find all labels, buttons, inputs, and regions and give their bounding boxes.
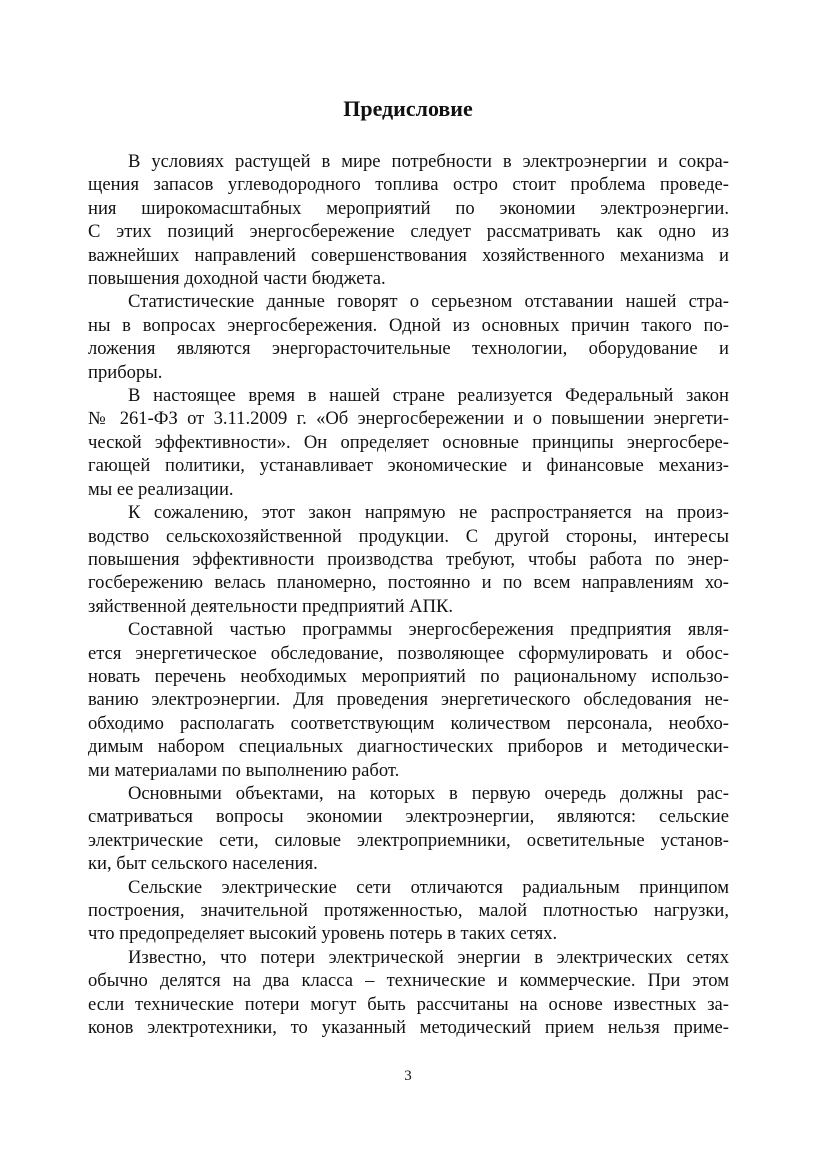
text-line: важнейших направлений совершенствования хозяйственного механизма и	[88, 244, 729, 266]
text-line: обычно делятся на два класса – технические и коммерческие. При этом	[88, 970, 729, 992]
text-line: С этих позиций энергосбережение следует рассматривать как одно из	[88, 221, 729, 243]
text-line: гающей политики, устанавливает экономические и финансовые механиз-	[88, 455, 729, 477]
text-line: электрические сети, силовые электроприемники, осветительные установ-	[88, 829, 729, 851]
text-line: Основными объектами, на которых в первую очередь должны рас-	[128, 782, 729, 804]
text-line: повышения доходной части бюджета.	[88, 268, 386, 290]
text-line: госбережению велась планомерно, постоянно и по всем направлениям хо-	[88, 572, 729, 594]
page-title: Предисловие	[343, 96, 473, 121]
text-line: димым набором специальных диагностических приборов и методически-	[88, 736, 729, 758]
text-line: ется энергетическое обследование, позволяющее сформулировать и обос-	[88, 642, 729, 664]
paragraph	[88, 876, 729, 946]
paragraph	[88, 782, 729, 876]
text-line: щения запасов углеводородного топлива остро стоит проблема проведе-	[88, 174, 729, 196]
text-line: Известно, что потери электрической энергии в электрических сетях	[128, 946, 729, 968]
text-line: водство сельскохозяйственной продукции. С другой стороны, интересы	[88, 525, 729, 547]
text-line: мы ее реализации.	[88, 478, 234, 500]
text-line: В условиях растущей в мире потребности в электроэнергии и сокра-	[128, 151, 729, 172]
text-line: если технические потери могут быть рассчитаны на основе известных за-	[88, 993, 729, 1015]
paragraph	[88, 946, 729, 1040]
text-line: что предопределяет высокий уровень потерь в таких сетях.	[88, 923, 558, 945]
paragraph	[88, 290, 729, 384]
text-line: Составной частью программы энергосбережения предприятия явля-	[128, 619, 729, 641]
text-line: № 261-ФЗ от 3.11.2009 г. «Об энергосбережении и о повышении энергети-	[88, 408, 729, 430]
text-line: В настоящее время в нашей стране реализуется Федеральный закон	[128, 385, 729, 407]
paragraph	[88, 501, 729, 618]
text-line: построения, значительной протяженностью, малой плотностью нагрузки,	[88, 900, 729, 921]
text-line: обходимо располагать соответствующим количеством персонала, необхо-	[88, 712, 729, 734]
text-line: ки, быт сельского населения.	[88, 853, 318, 875]
paragraph	[88, 618, 729, 782]
text-line: ми материалами по выполнению работ.	[88, 759, 400, 781]
text-line: К сожалению, этот закон напрямую не распространяется на произ-	[128, 502, 729, 524]
text-line: новать перечень необходимых мероприятий по рациональному использо-	[88, 665, 729, 687]
text-line: повышения эффективности производства требуют, чтобы работа по энер-	[88, 548, 729, 570]
text-line: зяйственной деятельности предприятий АПК.	[88, 595, 454, 617]
text-line: Статистические данные говорят о серьезном отставании нашей стра-	[128, 291, 729, 313]
text-line: ния широкомасштабных мероприятий по экономии электроэнергии.	[88, 197, 729, 219]
paragraph	[88, 384, 729, 501]
paragraph	[88, 150, 729, 290]
text-line: ческой эффективности». Он определяет основные принципы энергосбере-	[88, 431, 729, 453]
text-line: сматриваться вопросы экономии электроэнергии, являются: сельские	[88, 806, 729, 828]
text-line: ванию электроэнергии. Для проведения энергетического обследования не-	[88, 689, 729, 711]
text-line: ложения являются энергорасточительные технологии, оборудование и	[88, 338, 729, 360]
text-line: Сельские электрические сети отличаются радиальным принципом	[128, 876, 729, 898]
text-line: ны в вопросах энергосбережения. Одной из основных причин такого по-	[88, 314, 729, 336]
text-line: приборы.	[88, 361, 163, 383]
text-line: конов электротехники, то указанный методический прием нельзя приме-	[88, 1017, 729, 1039]
page-number: 3	[404, 1068, 412, 1084]
document-body	[88, 150, 729, 1039]
